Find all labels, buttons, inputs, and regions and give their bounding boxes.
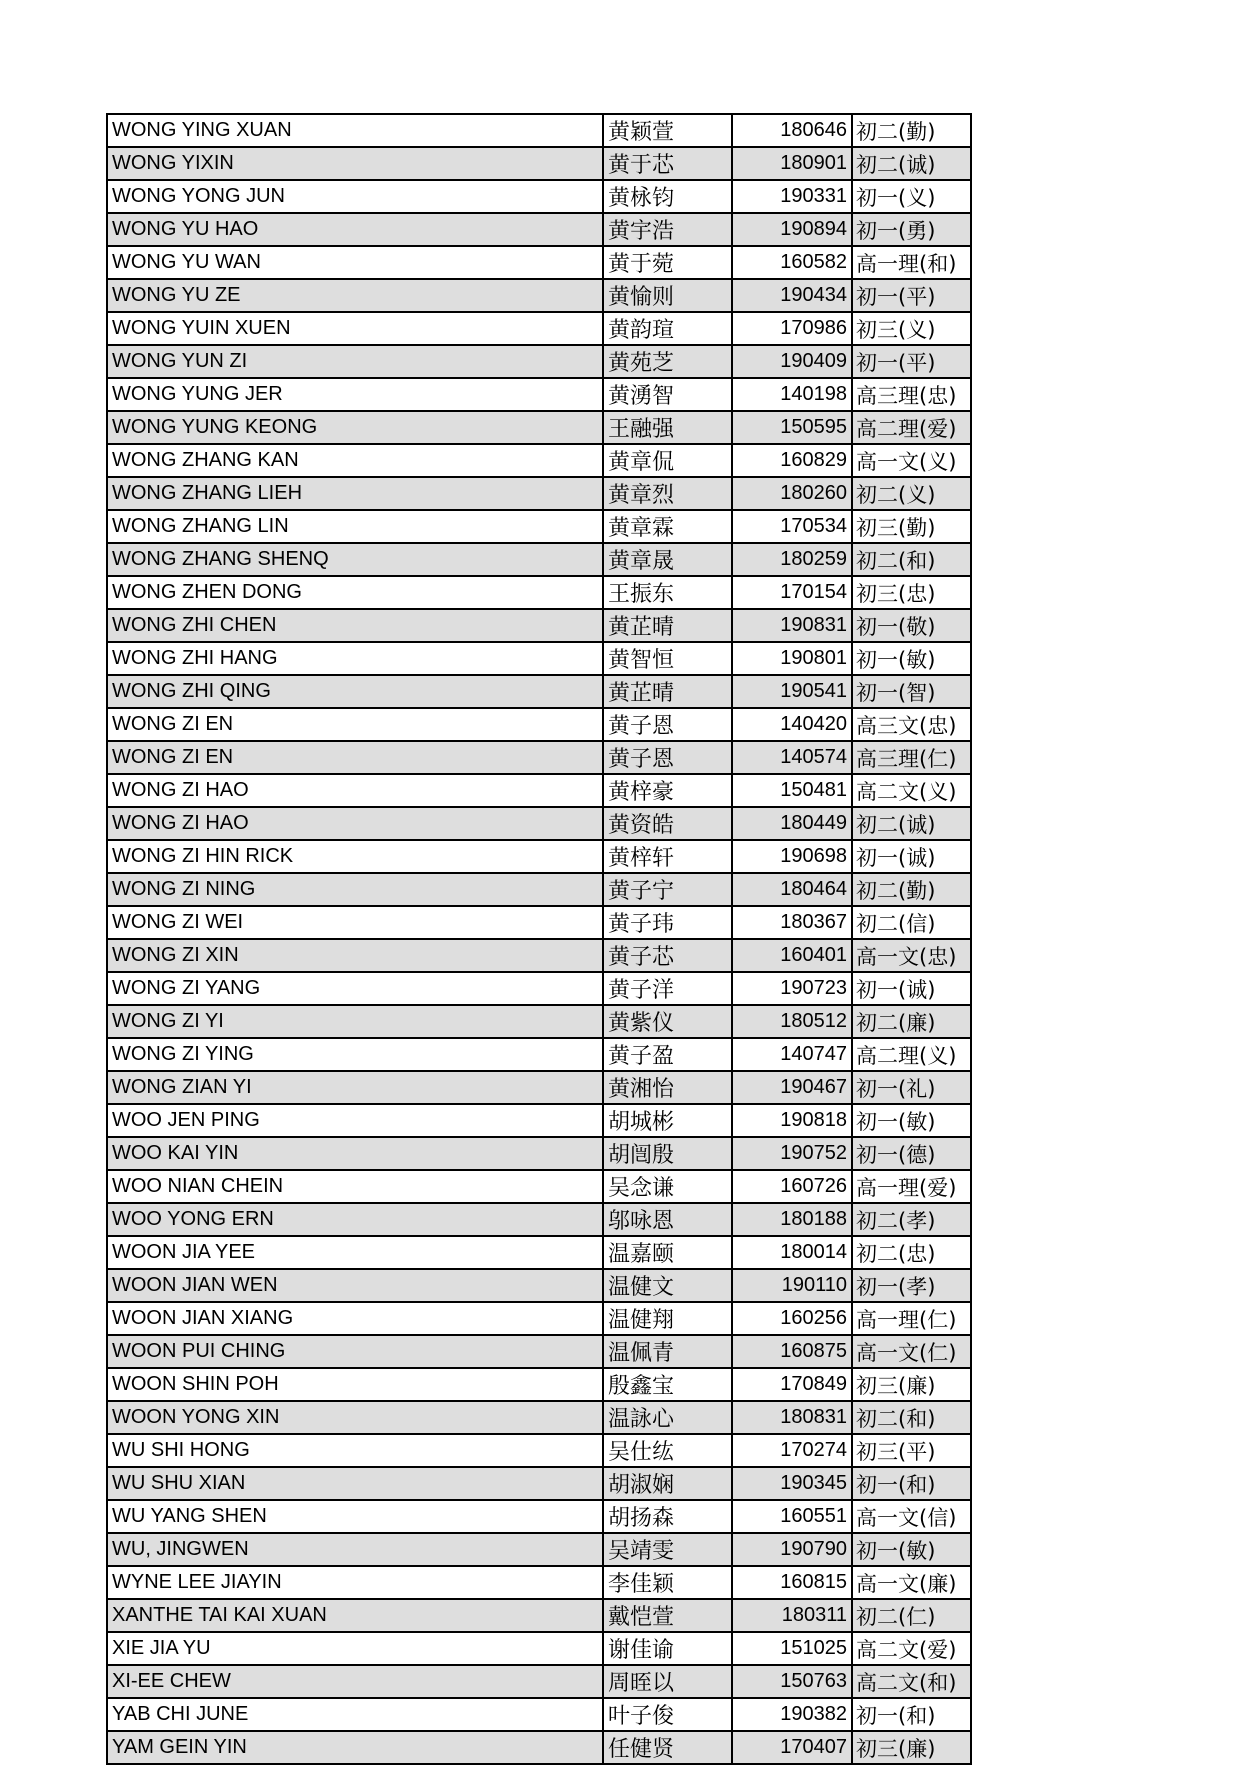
table-row [107,972,971,1005]
table-row [107,1269,971,1302]
student-id-cell: 150481 [732,774,852,807]
student-name-cell: WONG ZI HAO [107,807,603,840]
student-name-cell: WOO NIAN CHEIN [107,1170,603,1203]
table-row [107,279,971,312]
class-cell: 高一理(爱) [852,1170,971,1203]
chinese-name-cell: 黄子洋 [603,972,732,1005]
table-row [107,1071,971,1104]
student-id-cell: 140747 [732,1038,852,1071]
chinese-name-cell: 黄紫仪 [603,1005,732,1038]
class-cell: 初一(诚) [852,972,971,1005]
class-cell: 初一(孝) [852,1269,971,1302]
student-name-cell: WOON SHIN POH [107,1368,603,1401]
student-name-cell: WONG YU WAN [107,246,603,279]
student-id-cell: 180259 [732,543,852,576]
table-row [107,1500,971,1533]
class-cell: 高二理(义) [852,1038,971,1071]
student-id-cell: 190831 [732,609,852,642]
class-cell: 高三理(忠) [852,378,971,411]
class-cell: 初一(敏) [852,1533,971,1566]
table-row [107,1137,971,1170]
class-cell: 高二文(义) [852,774,971,807]
chinese-name-cell: 黄章晟 [603,543,732,576]
student-name-cell: WONG YONG JUN [107,180,603,213]
class-cell: 高三理(仁) [852,741,971,774]
student-id-cell: 190345 [732,1467,852,1500]
student-id-cell: 151025 [732,1632,852,1665]
student-name-cell: WOO KAI YIN [107,1137,603,1170]
student-name-cell: XIE JIA YU [107,1632,603,1665]
chinese-name-cell: 黄梓豪 [603,774,732,807]
student-name-cell: WONG ZI HAO [107,774,603,807]
student-name-cell: WONG YUNG KEONG [107,411,603,444]
chinese-name-cell: 胡闿殷 [603,1137,732,1170]
table-row [107,939,971,972]
table-row [107,1533,971,1566]
student-id-cell: 160726 [732,1170,852,1203]
student-name-cell: WOON YONG XIN [107,1401,603,1434]
table-row [107,1434,971,1467]
table-row [107,1698,971,1731]
table-row [107,1302,971,1335]
student-name-cell: WONG ZHANG LIEH [107,477,603,510]
student-name-cell: WONG YUN ZI [107,345,603,378]
student-id-cell: 190331 [732,180,852,213]
student-name-cell: WONG ZI EN [107,708,603,741]
class-cell: 高一文(信) [852,1500,971,1533]
class-cell: 高一文(仁) [852,1335,971,1368]
student-name-cell: WONG ZHANG LIN [107,510,603,543]
class-cell: 初二(和) [852,1401,971,1434]
student-name-cell: WONG ZHI HANG [107,642,603,675]
student-id-cell: 180512 [732,1005,852,1038]
table-row [107,1236,971,1269]
chinese-name-cell: 黄子宁 [603,873,732,906]
student-name-cell: WOO JEN PING [107,1104,603,1137]
chinese-name-cell: 王融强 [603,411,732,444]
student-id-cell: 170274 [732,1434,852,1467]
chinese-name-cell: 黄苑芝 [603,345,732,378]
student-name-cell: WU SHI HONG [107,1434,603,1467]
table-row [107,1170,971,1203]
class-cell: 初一(敬) [852,609,971,642]
student-name-cell: WONG YU ZE [107,279,603,312]
chinese-name-cell: 叶子俊 [603,1698,732,1731]
class-cell: 初一(智) [852,675,971,708]
class-cell: 初一(和) [852,1698,971,1731]
student-name-cell: WOO YONG ERN [107,1203,603,1236]
class-cell: 初二(勤) [852,114,971,147]
table-row [107,1632,971,1665]
table-row [107,543,971,576]
student-name-cell: WONG ZI NING [107,873,603,906]
table-row [107,477,971,510]
chinese-name-cell: 任健贤 [603,1731,732,1764]
class-cell: 初二(忠) [852,1236,971,1269]
roster-body [107,114,971,1764]
table-row [107,840,971,873]
student-name-cell: WONG YING XUAN [107,114,603,147]
table-row [107,1038,971,1071]
table-row [107,510,971,543]
student-id-cell: 190541 [732,675,852,708]
student-id-cell: 160401 [732,939,852,972]
student-name-cell: WONG ZI WEI [107,906,603,939]
table-row [107,741,971,774]
table-row [107,873,971,906]
class-cell: 初一(平) [852,345,971,378]
chinese-name-cell: 胡城彬 [603,1104,732,1137]
student-id-cell: 160551 [732,1500,852,1533]
class-cell: 初一(诚) [852,840,971,873]
student-id-cell: 190801 [732,642,852,675]
student-name-cell: WYNE LEE JIAYIN [107,1566,603,1599]
student-name-cell: WU SHU XIAN [107,1467,603,1500]
student-name-cell: WONG ZHEN DONG [107,576,603,609]
student-id-cell: 190894 [732,213,852,246]
class-cell: 初三(平) [852,1434,971,1467]
chinese-name-cell: 黄芷晴 [603,609,732,642]
student-id-cell: 180188 [732,1203,852,1236]
student-id-cell: 180901 [732,147,852,180]
chinese-name-cell: 黄章烈 [603,477,732,510]
table-row [107,345,971,378]
student-id-cell: 160815 [732,1566,852,1599]
chinese-name-cell: 殷鑫宝 [603,1368,732,1401]
class-cell: 高二文(和) [852,1665,971,1698]
student-id-cell: 190723 [732,972,852,1005]
student-name-cell: WU YANG SHEN [107,1500,603,1533]
class-cell: 高二理(爱) [852,411,971,444]
student-roster-table [106,113,972,1765]
table-row [107,675,971,708]
chinese-name-cell: 温詠心 [603,1401,732,1434]
student-name-cell: WONG ZI XIN [107,939,603,972]
table-row [107,1005,971,1038]
chinese-name-cell: 温健翔 [603,1302,732,1335]
student-id-cell: 190382 [732,1698,852,1731]
table-row [107,444,971,477]
chinese-name-cell: 吴仕纮 [603,1434,732,1467]
student-id-cell: 180831 [732,1401,852,1434]
chinese-name-cell: 温佩青 [603,1335,732,1368]
chinese-name-cell: 黄智恒 [603,642,732,675]
class-cell: 高二文(爱) [852,1632,971,1665]
table-row [107,609,971,642]
student-name-cell: WONG ZI HIN RICK [107,840,603,873]
student-id-cell: 160875 [732,1335,852,1368]
chinese-name-cell: 邬咏恩 [603,1203,732,1236]
class-cell: 高一文(义) [852,444,971,477]
student-name-cell: XI-EE CHEW [107,1665,603,1698]
chinese-name-cell: 黄愉则 [603,279,732,312]
table-row [107,1599,971,1632]
student-id-cell: 180449 [732,807,852,840]
chinese-name-cell: 黄韵瑄 [603,312,732,345]
student-name-cell: WONG ZHANG KAN [107,444,603,477]
student-name-cell: WU, JINGWEN [107,1533,603,1566]
chinese-name-cell: 黄梓轩 [603,840,732,873]
class-cell: 高一理(和) [852,246,971,279]
table-row [107,1203,971,1236]
student-id-cell: 160256 [732,1302,852,1335]
student-id-cell: 180367 [732,906,852,939]
chinese-name-cell: 李佳颖 [603,1566,732,1599]
class-cell: 初三(勤) [852,510,971,543]
student-id-cell: 150595 [732,411,852,444]
student-name-cell: WOON PUI CHING [107,1335,603,1368]
student-name-cell: WONG ZI EN [107,741,603,774]
student-id-cell: 190752 [732,1137,852,1170]
student-id-cell: 190434 [732,279,852,312]
class-cell: 初一(勇) [852,213,971,246]
table-row [107,642,971,675]
class-cell: 初二(和) [852,543,971,576]
student-name-cell: YAM GEIN YIN [107,1731,603,1764]
student-id-cell: 180464 [732,873,852,906]
table-row [107,1665,971,1698]
class-cell: 高三文(忠) [852,708,971,741]
student-id-cell: 190818 [732,1104,852,1137]
class-cell: 初一(礼) [852,1071,971,1104]
table-row [107,312,971,345]
student-id-cell: 140574 [732,741,852,774]
student-id-cell: 160582 [732,246,852,279]
chinese-name-cell: 黄于芯 [603,147,732,180]
student-id-cell: 190110 [732,1269,852,1302]
student-name-cell: WONG ZHI QING [107,675,603,708]
class-cell: 高一文(忠) [852,939,971,972]
student-name-cell: WOON JIAN XIANG [107,1302,603,1335]
student-name-cell: WONG YUNG JER [107,378,603,411]
class-cell: 初三(廉) [852,1731,971,1764]
chinese-name-cell: 黄子恩 [603,741,732,774]
student-id-cell: 160829 [732,444,852,477]
student-name-cell: WONG ZHI CHEN [107,609,603,642]
class-cell: 初一(平) [852,279,971,312]
student-name-cell: WONG ZIAN YI [107,1071,603,1104]
student-name-cell: WONG ZHANG SHENQ [107,543,603,576]
chinese-name-cell: 黄子玮 [603,906,732,939]
chinese-name-cell: 黄湘怡 [603,1071,732,1104]
table-row [107,906,971,939]
chinese-name-cell: 黄颖萱 [603,114,732,147]
student-id-cell: 170534 [732,510,852,543]
student-id-cell: 180014 [732,1236,852,1269]
class-cell: 高一文(廉) [852,1566,971,1599]
class-cell: 初二(诚) [852,147,971,180]
chinese-name-cell: 温嘉颐 [603,1236,732,1269]
chinese-name-cell: 黄宇浩 [603,213,732,246]
table-row [107,1566,971,1599]
student-name-cell: XANTHE TAI KAI XUAN [107,1599,603,1632]
table-row [107,1467,971,1500]
chinese-name-cell: 黄芷晴 [603,675,732,708]
table-row [107,246,971,279]
student-id-cell: 140198 [732,378,852,411]
chinese-name-cell: 黄章侃 [603,444,732,477]
student-name-cell: WOON JIAN WEN [107,1269,603,1302]
student-id-cell: 170407 [732,1731,852,1764]
student-id-cell: 170986 [732,312,852,345]
student-id-cell: 190409 [732,345,852,378]
student-id-cell: 190790 [732,1533,852,1566]
chinese-name-cell: 黄章霖 [603,510,732,543]
class-cell: 高一理(仁) [852,1302,971,1335]
table-row [107,411,971,444]
table-row [107,708,971,741]
class-cell: 初二(信) [852,906,971,939]
student-id-cell: 140420 [732,708,852,741]
student-id-cell: 180646 [732,114,852,147]
class-cell: 初一(德) [852,1137,971,1170]
table-row [107,378,971,411]
student-name-cell: WONG YU HAO [107,213,603,246]
student-name-cell: WONG ZI YI [107,1005,603,1038]
chinese-name-cell: 黄子芯 [603,939,732,972]
chinese-name-cell: 戴恺萱 [603,1599,732,1632]
class-cell: 初一(敏) [852,642,971,675]
chinese-name-cell: 黄子恩 [603,708,732,741]
table-row [107,576,971,609]
table-row [107,1401,971,1434]
student-id-cell: 180311 [732,1599,852,1632]
chinese-name-cell: 吴靖雯 [603,1533,732,1566]
chinese-name-cell: 吴念谦 [603,1170,732,1203]
table-row [107,807,971,840]
class-cell: 初二(诚) [852,807,971,840]
table-row [107,1368,971,1401]
student-name-cell: YAB CHI JUNE [107,1698,603,1731]
student-id-cell: 190698 [732,840,852,873]
student-id-cell: 190467 [732,1071,852,1104]
chinese-name-cell: 黄于菀 [603,246,732,279]
student-name-cell: WONG ZI YANG [107,972,603,1005]
class-cell: 初三(廉) [852,1368,971,1401]
table-row [107,180,971,213]
chinese-name-cell: 黄湧智 [603,378,732,411]
class-cell: 初二(勤) [852,873,971,906]
class-cell: 初二(廉) [852,1005,971,1038]
class-cell: 初一(敏) [852,1104,971,1137]
table-row [107,774,971,807]
table-row [107,1335,971,1368]
class-cell: 初二(孝) [852,1203,971,1236]
class-cell: 初三(忠) [852,576,971,609]
student-id-cell: 170154 [732,576,852,609]
chinese-name-cell: 周晊以 [603,1665,732,1698]
chinese-name-cell: 黄子盈 [603,1038,732,1071]
table-row [107,114,971,147]
table-row [107,147,971,180]
student-name-cell: WONG YIXIN [107,147,603,180]
chinese-name-cell: 胡扬森 [603,1500,732,1533]
class-cell: 初二(仁) [852,1599,971,1632]
chinese-name-cell: 谢佳谕 [603,1632,732,1665]
student-name-cell: WONG YUIN XUEN [107,312,603,345]
student-name-cell: WOON JIA YEE [107,1236,603,1269]
chinese-name-cell: 温健文 [603,1269,732,1302]
chinese-name-cell: 黄资皓 [603,807,732,840]
chinese-name-cell: 黄栐钧 [603,180,732,213]
chinese-name-cell: 胡淑娴 [603,1467,732,1500]
class-cell: 初三(义) [852,312,971,345]
student-name-cell: WONG ZI YING [107,1038,603,1071]
table-row [107,1104,971,1137]
chinese-name-cell: 王振东 [603,576,732,609]
student-id-cell: 180260 [732,477,852,510]
student-id-cell: 150763 [732,1665,852,1698]
table-row [107,213,971,246]
table-row [107,1731,971,1764]
class-cell: 初二(义) [852,477,971,510]
class-cell: 初一(和) [852,1467,971,1500]
class-cell: 初一(义) [852,180,971,213]
student-id-cell: 170849 [732,1368,852,1401]
